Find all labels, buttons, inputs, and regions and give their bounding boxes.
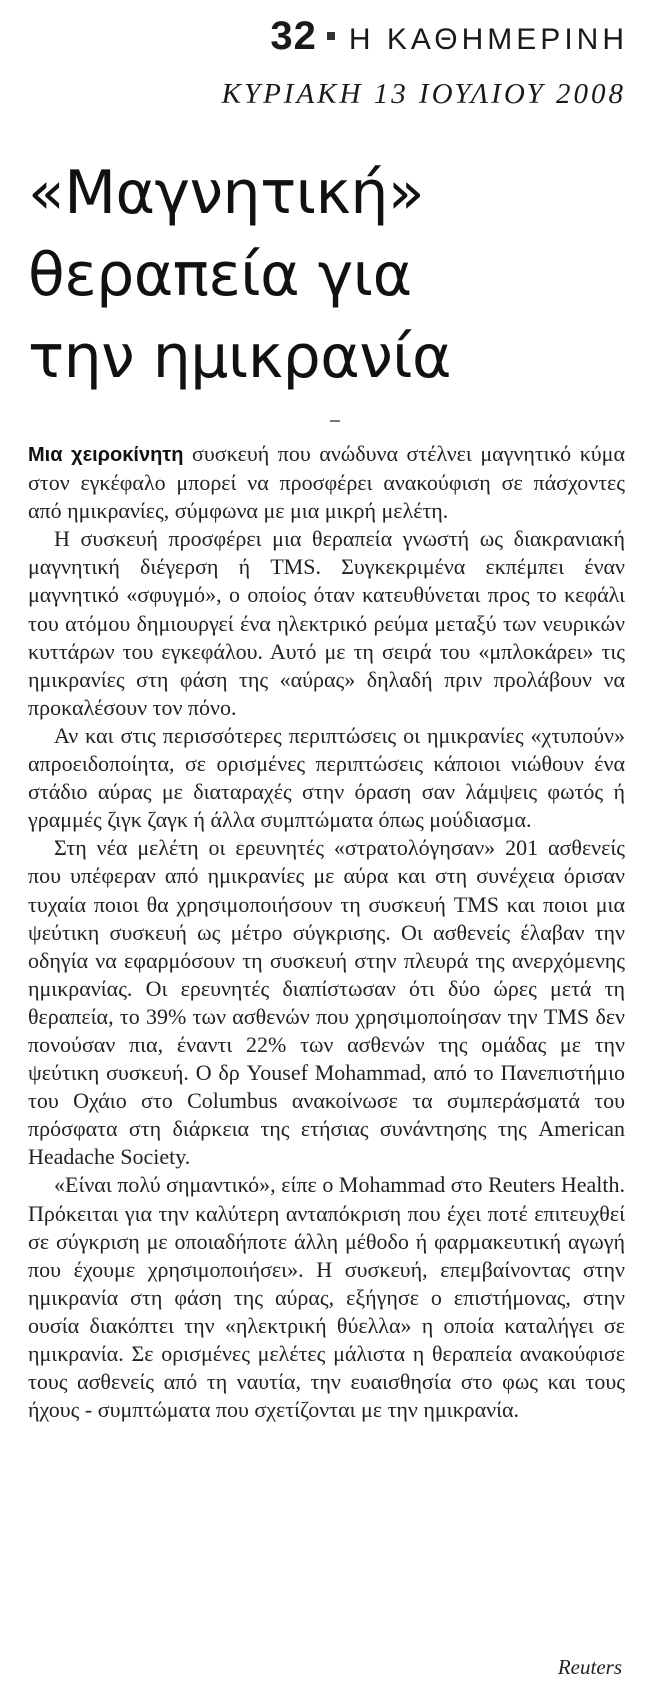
page-number: 32	[270, 14, 317, 58]
article-paragraph-5: «Είναι πολύ σημαντικό», είπε ο Mohammad στο Reuters Health. Πρόκειται για την καλύτερη ανταπόκριση που έχει ποτέ επιτευχθεί σε σύγκριση με οποιαδήποτε άλλη μέθοδο ή φαρμακευτική αγωγή που έχουμε χρησιμοποιήσει». Η συσκευή, επεμβαίνοντας στην ημικρανία στη φάση της αύρας, εξήγησε ο επιστήμονας, στην ουσία διακόπτει την «ηλεκτρική θύελλα» η οποία καταλήγει σε ημικρανία. Σε ορισμένες μελέτες μάλιστα η θεραπεία ανακούφισε τους ασθενείς από τη ναυτία, την ευαισθησία στο φως και τους ήχους - συμπτώματα που σχετίζονται με την ημικρανία.	[28, 1172, 625, 1423]
issue-date: ΚΥΡΙΑΚΗ 13 ΙΟΥΛΙΟΥ 2008	[221, 78, 626, 110]
divider	[330, 420, 340, 422]
headline-line-2: θεραπεία για	[28, 240, 412, 310]
article-body	[28, 440, 625, 1424]
paragraph-1-text: συσκευή που ανώδυνα στέλνει μαγνητικό κύμα στον εγκέφαλο μπορεί να προσφέρει ανακούφιση σε πάσχοντες από ημικρανίες, σύμφωνα με μια μικρή μελέτη.	[28, 441, 625, 524]
headline-line-3: την ημικρανία	[28, 322, 452, 392]
newspaper-name: Η ΚΑΘΗΜΕΡΙΝΗ	[348, 23, 628, 56]
article-paragraph-3: Αν και στις περισσότερες περιπτώσεις οι ημικρανίες «χτυπούν» απροειδοποίητα, σε ορισμένες περιπτώσεις κάποιοι νιώθουν ένα στάδιο αύρας με διαταραχές στην όραση σαν λάμψεις φωτός ή γραμμές ζιγκ ζαγκ ή άλλα συμπτώματα όπως μούδιασμα.	[28, 722, 625, 833]
article-paragraph-4: Στη νέα μελέτη οι ερευνητές «στρατολόγησαν» 201 ασθενείς που υπέφεραν από ημικρανίες με αύρα και στη συνέχεια όρισαν τυχαία ποιοι θα χρησιμοποιήσουν τη συσκευή TMS και ποιοι μια ψεύτικη συσκευή ως μέτρο σύγκρισης. Οι ασθενείς έλαβαν την οδηγία να εφαρμόσουν τη συσκευή στην πλευρά της ανερχόμενης ημικρανίας. Οι ερευνητές διαπίστωσαν ότι δύο ώρες μετά τη θεραπεία, το 39% των ασθενών που χρησιμοποίησαν την TMS δεν πονούσαν πια, έναντι 22% των ασθενών της ομάδας με την ψεύτικη συσκευή. Ο δρ Yousef Mohammad, από το Πανεπιστήμιο του Οχάιο στο Columbus ανακοίνωσε τα συμπεράσματά του πρόσφατα στη διάρκεια της ετήσιας συνάντησης της American Headache Society.	[28, 835, 625, 1170]
article-paragraph-1	[28, 440, 625, 525]
article-paragraph-2: Η συσκευή προσφέρει μια θεραπεία γνωστή ως διακρανιακή μαγνητική διέγερση ή TMS. Συγκεκριμένα εκπέμπει έναν μαγνητικό «σφυγμό», ο οποίος όταν κατευθύνεται προς το κεφάλι του ατόμου δημιουργεί ένα ηλεκτρικό ρεύμα μεταξύ των νευρικών κυττάρων του εγκεφάλου. Αυτό με τη σειρά του «μπλοκάρει» τις ημικρανίες στη φάση της «αύρας» δηλαδή πριν προλάβουν να προκαλέσουν τον πόνο.	[28, 526, 625, 720]
bullet-separator-icon	[327, 32, 335, 40]
article-headline	[28, 152, 628, 398]
masthead	[270, 14, 628, 59]
headline-line-1: «Μαγνητική»	[28, 158, 425, 228]
lead-in: Μια χειροκίνητη	[28, 444, 184, 466]
article-credit: Reuters	[557, 1655, 622, 1679]
